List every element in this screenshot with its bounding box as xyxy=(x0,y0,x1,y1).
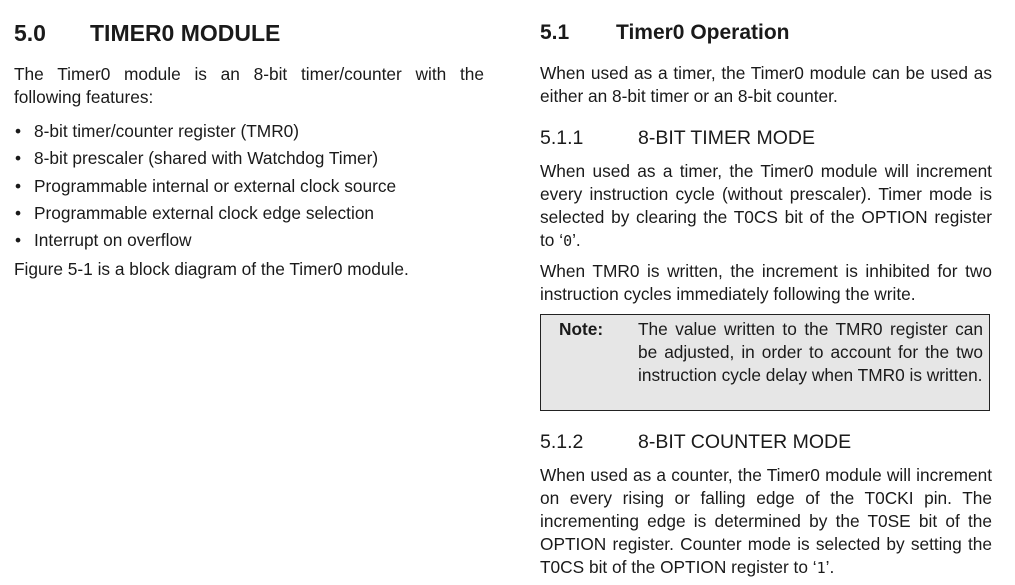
subsection-heading-5-1-2 xyxy=(540,431,851,454)
feature-list xyxy=(14,118,396,254)
subsection-number: 5.1.1 xyxy=(540,127,584,149)
operation-intro: When used as a timer, the Timer0 module can be used as either an 8-bit timer or an 8-bit counter. xyxy=(540,63,992,106)
figure-reference: Figure 5-1 is a block diagram of the Timer0 module. xyxy=(14,259,409,279)
section-number: 5.0 xyxy=(14,20,46,46)
feature-item: • Interrupt on overflow xyxy=(14,227,396,254)
intro-paragraph: The Timer0 module is an 8-bit timer/counter with the following features: xyxy=(14,64,484,107)
note-label: Note: xyxy=(559,319,604,339)
note-box xyxy=(540,314,990,411)
code-value: 1 xyxy=(816,559,826,577)
section-title: TIMER0 MODULE xyxy=(90,20,281,46)
subsection-title: 8-BIT TIMER MODE xyxy=(638,127,815,149)
bullet-icon: • xyxy=(15,202,22,223)
note-text: The value written to the TMR0 register can be adjusted, in order to account for the two instruction cycle delay when TMR0 is written. xyxy=(638,319,983,385)
bullet-icon: • xyxy=(15,121,22,141)
subsection-title: 8-BIT COUNTER MODE xyxy=(638,431,852,453)
section-title: Timer0 Operation xyxy=(616,21,790,44)
subsection-number: 5.1.2 xyxy=(540,431,584,453)
timer-mode-paragraph: When used as a timer, the Timer0 module will increment every instruction cycle (without prescaler). Timer mode is selected by clearing the T0CS bit of the OPTION register to ‘0’. xyxy=(540,161,992,250)
bullet-icon: • xyxy=(15,230,22,251)
feature-item: • 8-bit timer/counter register (TMR0) xyxy=(14,118,396,145)
section-heading-5-1 xyxy=(540,21,790,45)
section-heading-5-0 xyxy=(14,20,280,47)
counter-mode-paragraph: When used as a counter, the Timer0 module will increment on every rising or falling edge of the T0CKI pin. The incrementing edge is determined by the T0SE bit of the OPTION register. Counter mode is selected by setting the T0CS bit of the OPTION register to ‘1’. xyxy=(540,465,992,577)
bullet-icon: • xyxy=(15,148,22,169)
section-number: 5.1 xyxy=(540,21,570,44)
subsection-heading-5-1-1 xyxy=(540,127,815,150)
feature-item: • Programmable external clock edge selection xyxy=(14,200,396,227)
feature-item: • 8-bit prescaler (shared with Watchdog Timer) xyxy=(14,145,396,172)
tmr0-write-paragraph: When TMR0 is written, the increment is inhibited for two instruction cycles immediately following the write. xyxy=(540,261,992,304)
feature-item: • Programmable internal or external clock source xyxy=(14,173,396,200)
code-value: 0 xyxy=(563,232,573,250)
bullet-icon: • xyxy=(15,175,22,196)
